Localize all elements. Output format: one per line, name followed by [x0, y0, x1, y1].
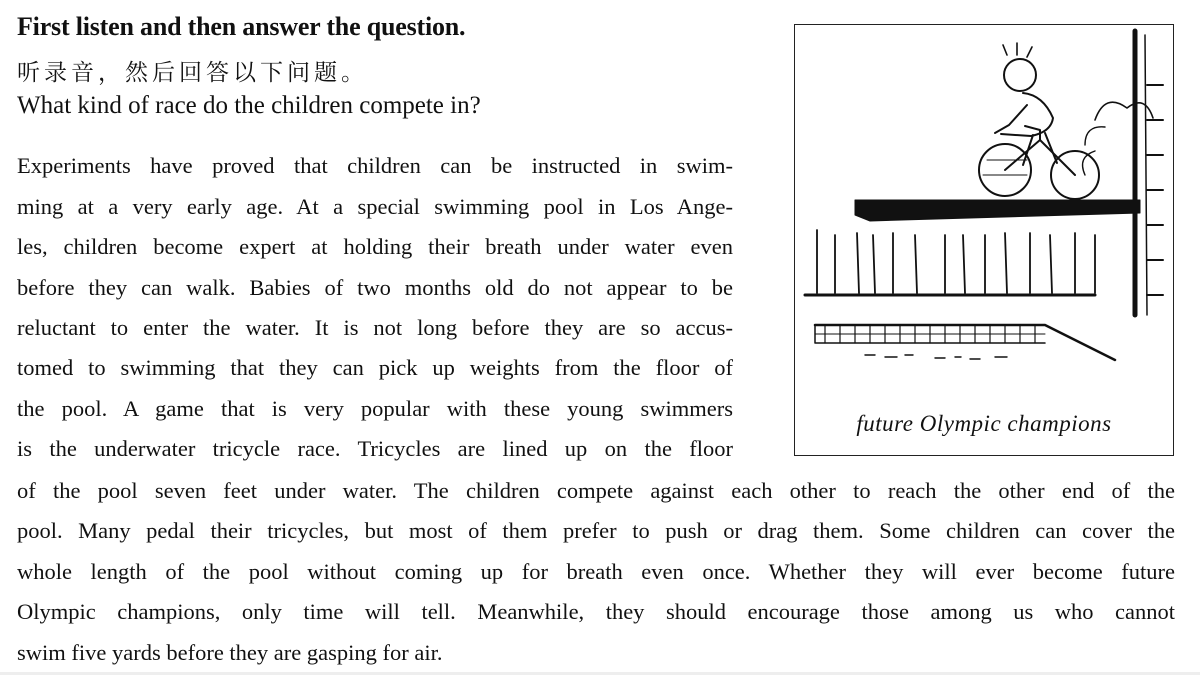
figure-caption: future Olympic champions — [856, 411, 1112, 436]
passage-line: before they can walk. Babies of two months old do not appear to be — [17, 275, 733, 300]
passage-line: ming at a very early age. At a special swimming pool in Los Ange- — [17, 194, 733, 219]
passage-line: is the underwater tricycle race. Tricycles are lined up on the floor — [17, 436, 733, 461]
illustration-figure — [794, 24, 1174, 456]
passage-line: pool. Many pedal their tricycles, but most of them prefer to push or drag them. Some children can cover the — [17, 518, 1175, 543]
passage-line: of the pool seven feet under water. The children compete against each other to reach the other end of the — [17, 478, 1175, 503]
passage-line: Experiments have proved that children can be instructed in swim- — [17, 153, 733, 178]
passage-line: tomed to swimming that they can pick up weights from the floor of — [17, 355, 733, 380]
question-text: What kind of race do the children compete in? — [17, 92, 481, 119]
instruction-chinese: 听录音，然后回答以下问题。 — [17, 60, 368, 86]
passage-line: swim five yards before they are gasping for air. — [17, 640, 443, 665]
passage-line: reluctant to enter the water. It is not long before they are so accus- — [17, 315, 733, 340]
passage-line: whole length of the pool without coming up for breath even once. Whether they will ever become future — [17, 559, 1175, 584]
passage-line: the pool. A game that is very popular with these young swimmers — [17, 396, 733, 421]
passage-line: Olympic champions, only time will tell. Meanwhile, they should encourage those among us who cannot — [17, 599, 1175, 624]
passage-line: les, children become expert at holding their breath under water even — [17, 234, 733, 259]
tricycle-cartoon-illustration — [795, 25, 1175, 457]
instruction-heading: First listen and then answer the question. — [17, 12, 466, 41]
